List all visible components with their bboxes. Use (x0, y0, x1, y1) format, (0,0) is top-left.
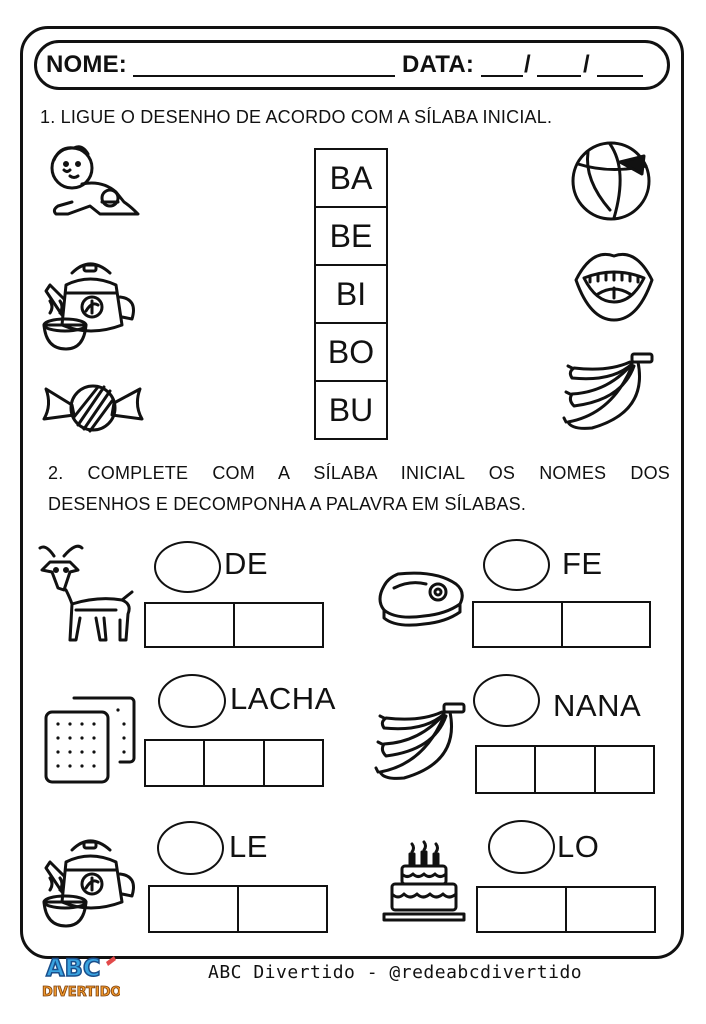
syllable-cell[interactable] (146, 741, 203, 785)
banana-icon[interactable] (562, 352, 656, 432)
syllable-cell[interactable] (263, 741, 322, 785)
syllable-answer-circle[interactable] (157, 821, 224, 875)
teapot-icon[interactable] (40, 832, 140, 932)
candy-icon[interactable] (40, 375, 146, 441)
syllable-box[interactable]: BI (314, 264, 388, 324)
question-2-line-2: DESENHOS E DECOMPONHA A PALAVRA EM SÍLABAS. (48, 494, 527, 514)
syllable-answer-circle[interactable] (488, 820, 555, 874)
syllable-cell[interactable] (233, 604, 322, 646)
name-label: NOME: (46, 51, 127, 78)
date-label: DATA: (402, 51, 475, 78)
syllable-split-boxes[interactable] (472, 601, 651, 648)
date-day-field[interactable] (481, 55, 523, 77)
syllable-cell[interactable] (594, 747, 653, 792)
steak-icon[interactable] (376, 570, 466, 628)
question-1-text: 1. LIGUE O DESENHO DE ACORDO COM A SÍLABA INICIAL. (40, 107, 553, 127)
svg-text:ABC: ABC (46, 954, 101, 982)
goat-icon[interactable] (36, 542, 134, 644)
footer-credit: ABC Divertido - @redeabcdivertido (208, 962, 583, 983)
syllable-cell[interactable] (474, 603, 561, 646)
syllable-cell[interactable] (237, 887, 326, 931)
syllable-cell[interactable] (561, 603, 650, 646)
syllable-split-boxes[interactable] (475, 745, 655, 794)
syllable-column (314, 148, 388, 440)
syllable-cell[interactable] (477, 747, 534, 792)
ball-icon[interactable] (570, 140, 652, 222)
baby-icon[interactable] (42, 140, 142, 224)
svg-text:DIVERTIDO: DIVERTIDO (42, 985, 120, 1000)
date-separator: / (583, 51, 590, 78)
syllable-split-boxes[interactable] (148, 885, 328, 933)
mouth-icon[interactable] (572, 244, 656, 322)
syllable-cell[interactable] (146, 604, 233, 646)
syllable-cell[interactable] (150, 887, 237, 931)
word-ending: NANA (553, 688, 642, 723)
syllable-split-boxes[interactable] (144, 602, 324, 648)
banana-icon[interactable] (374, 702, 468, 782)
date-year-field[interactable] (597, 55, 643, 77)
word-ending: LACHA (230, 681, 336, 716)
syllable-cell[interactable] (203, 741, 262, 785)
syllable-answer-circle[interactable] (473, 674, 540, 727)
date-month-field[interactable] (537, 55, 581, 77)
word-ending: FE (562, 546, 603, 581)
cake-icon[interactable] (382, 838, 466, 924)
syllable-box[interactable]: BA (314, 148, 388, 208)
syllable-box[interactable]: BO (314, 322, 388, 382)
crackers-icon[interactable] (44, 694, 136, 786)
syllable-box[interactable]: BE (314, 206, 388, 266)
syllable-cell[interactable] (534, 747, 593, 792)
syllable-split-boxes[interactable] (476, 886, 656, 933)
syllable-answer-circle[interactable] (154, 541, 221, 593)
word-ending: LE (229, 829, 268, 864)
question-2-line-1: 2. COMPLETE COM A SÍLABA INICIAL OS NOMES DOS (48, 463, 670, 483)
syllable-answer-circle[interactable] (158, 674, 226, 728)
syllable-cell[interactable] (565, 888, 654, 931)
syllable-answer-circle[interactable] (483, 539, 550, 591)
date-separator: / (524, 51, 531, 78)
abc-divertido-logo (40, 952, 120, 1002)
teapot-icon[interactable] (40, 255, 140, 355)
name-field[interactable] (133, 55, 395, 77)
syllable-split-boxes[interactable] (144, 739, 324, 787)
syllable-cell[interactable] (478, 888, 565, 931)
word-ending: LO (557, 829, 600, 864)
word-ending: DE (224, 546, 269, 581)
syllable-box[interactable]: BU (314, 380, 388, 440)
